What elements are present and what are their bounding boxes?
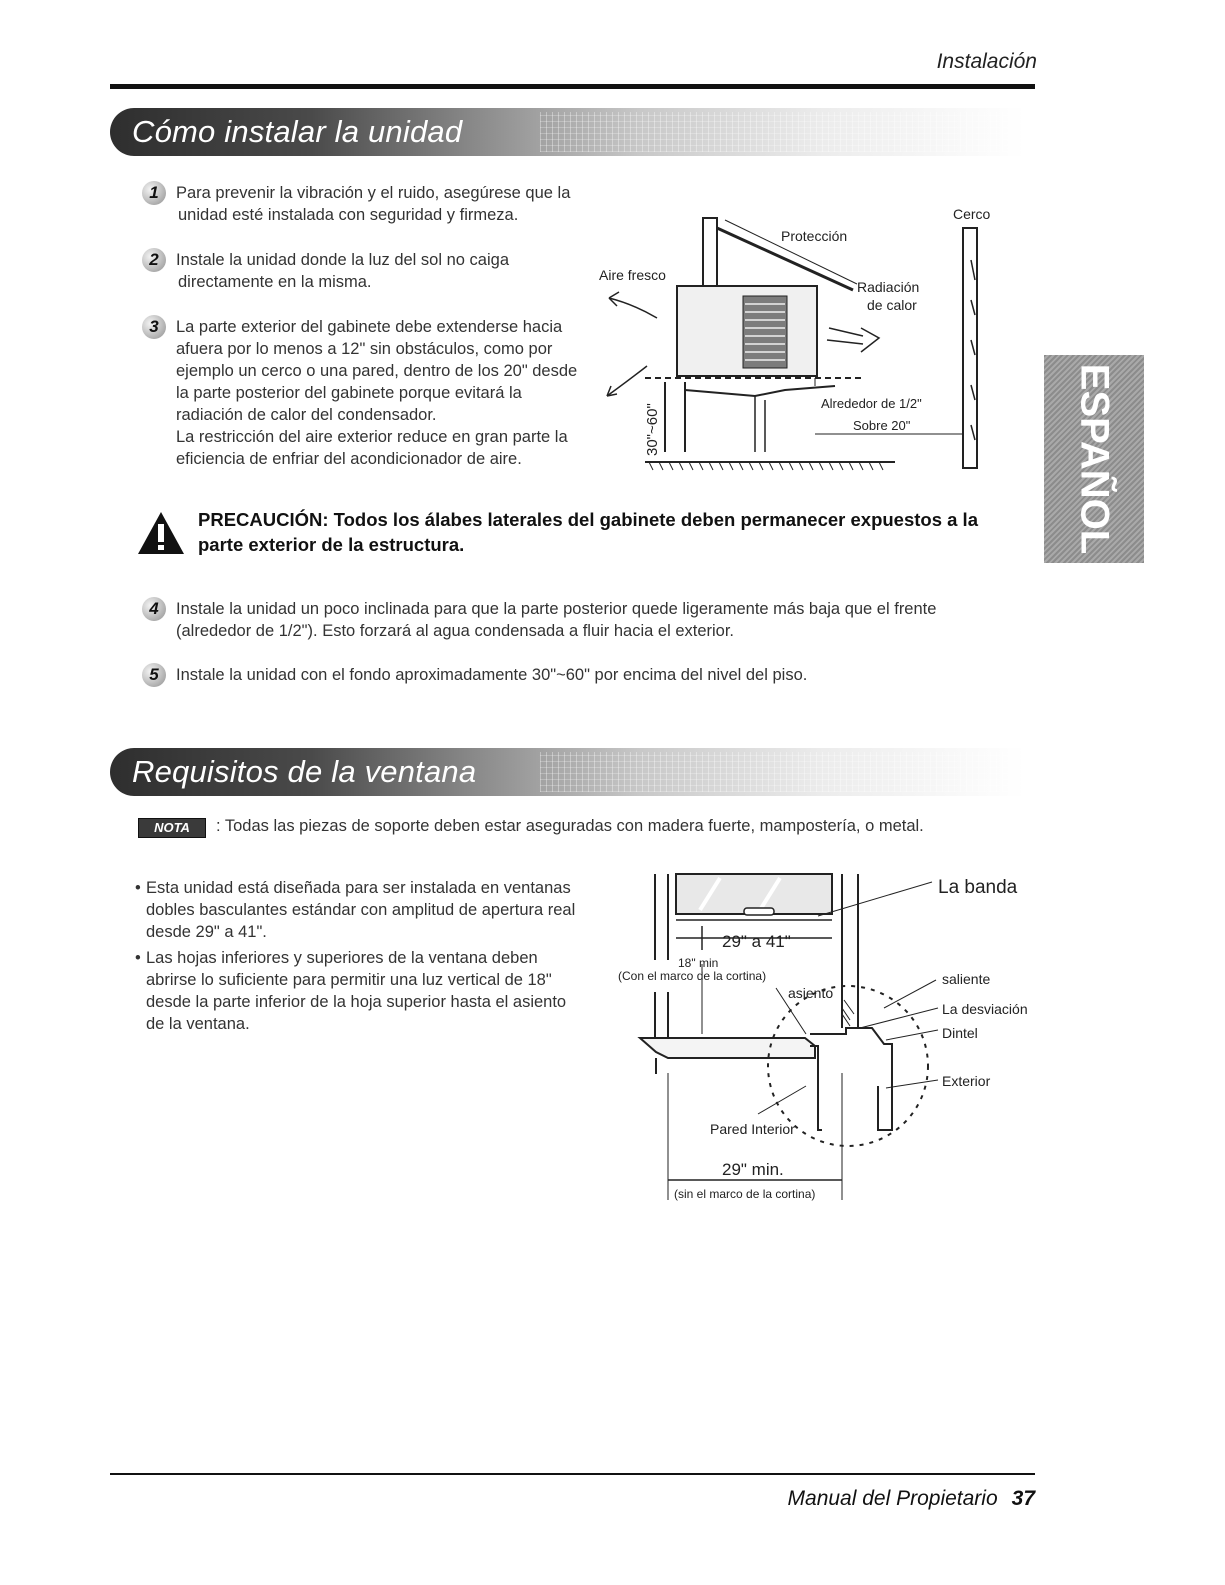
list-item bbox=[135, 947, 605, 1035]
warning-icon bbox=[136, 510, 186, 556]
label-interior-wall: Pared Interior bbox=[710, 1121, 795, 1137]
step-line: la parte posterior del gabinete porque evitará la bbox=[176, 384, 522, 402]
label-heat-radiation: Radiación bbox=[857, 279, 920, 295]
header-section-title: Instalación bbox=[936, 50, 1037, 73]
label-heat-radiation-2: de calor bbox=[867, 297, 917, 313]
label-height-range: 30"~60" bbox=[644, 403, 661, 456]
header-rule bbox=[110, 84, 1035, 89]
step-number-badge: 5 bbox=[142, 663, 166, 687]
label-seat: asiento bbox=[788, 985, 834, 1001]
page-number: 37 bbox=[1011, 1487, 1035, 1510]
section-title: Requisitos de la ventana bbox=[132, 754, 477, 789]
step-line: Instale la unidad donde la luz del sol no caiga bbox=[176, 251, 509, 269]
label-min-18: 18" min bbox=[678, 956, 719, 970]
label-min-29: 29" min. bbox=[722, 1160, 784, 1179]
footer bbox=[788, 1487, 1035, 1511]
label-lintel: Dintel bbox=[942, 1025, 978, 1041]
label-protection: Protección bbox=[781, 228, 848, 244]
label-with-frame: (Con el marco de la cortina) bbox=[618, 969, 767, 983]
list-item-line: • Las hojas inferiores y superiores de la ventana deben bbox=[146, 949, 538, 967]
list-item bbox=[135, 877, 605, 943]
label-exterior: Exterior bbox=[942, 1073, 991, 1089]
installation-diagram bbox=[595, 200, 1005, 480]
step-1 bbox=[149, 182, 596, 226]
list-item-line: desde la parte inferior de la hoja superior hasta el asiento bbox=[146, 993, 567, 1011]
step-3 bbox=[149, 316, 606, 470]
label-fence: Cerco bbox=[953, 206, 991, 222]
step-line: unidad esté instalada con seguridad y firmeza. bbox=[178, 206, 519, 224]
list-item-line: de la ventana. bbox=[146, 1015, 250, 1033]
language-tab bbox=[1044, 355, 1144, 563]
label-width-range: 29" a 41" bbox=[722, 932, 791, 951]
caution-line: PRECAUCIÓN: Todos los álabes laterales del gabinete deben permanecer expuestos a la bbox=[198, 509, 978, 530]
step-line: (alrededor de 1/2"). Esto forzará al agua condensada a fluir hacia el exterior. bbox=[176, 622, 735, 640]
step-line: eficiencia de enfriar del acondicionador de aire. bbox=[176, 450, 522, 468]
list-item-line: dobles basculantes estándar con amplitud de apertura real bbox=[146, 901, 576, 919]
banner-pattern bbox=[540, 752, 1020, 792]
step-4 bbox=[149, 598, 1026, 642]
section-banner-install bbox=[110, 108, 1025, 156]
step-line: directamente en la misma. bbox=[178, 273, 372, 291]
step-line: radiación de calor del condensador. bbox=[176, 406, 437, 424]
label-clearance: Sobre 20" bbox=[853, 418, 911, 433]
list-item-line: • Esta unidad está diseñada para ser instalada en ventanas bbox=[146, 879, 571, 897]
caution-line: parte exterior de la estructura. bbox=[198, 534, 465, 555]
footer-rule bbox=[110, 1473, 1035, 1475]
caution-text bbox=[198, 507, 1018, 557]
step-number-badge: 3 bbox=[142, 315, 166, 339]
label-without-frame: (sin el marco de la cortina) bbox=[674, 1187, 816, 1201]
step-number-badge: 1 bbox=[142, 181, 166, 205]
step-number-badge: 4 bbox=[142, 597, 166, 621]
section-banner-window bbox=[110, 748, 1025, 796]
step-line: Instale la unidad con el fondo aproximadamente 30"~60" por encima del nivel del piso. bbox=[176, 666, 808, 684]
step-line: La parte exterior del gabinete debe extenderse hacia bbox=[176, 318, 563, 336]
step-line: afuera por lo menos a 12" sin obstáculos, como por bbox=[176, 340, 553, 358]
list-item-line: desde 29" a 41". bbox=[146, 923, 267, 941]
window-diagram bbox=[610, 868, 1030, 1213]
step-line: La restricción del aire exterior reduce en gran parte la bbox=[176, 428, 568, 446]
label-protrusion: saliente bbox=[942, 971, 991, 987]
label-deviation: La desviación bbox=[942, 1001, 1028, 1017]
label-fresh-air: Aire fresco bbox=[599, 267, 666, 283]
step-number-badge: 2 bbox=[142, 248, 166, 272]
footer-manual-title: Manual del Propietario bbox=[787, 1487, 998, 1510]
note-text: : Todas las piezas de soporte deben estar aseguradas con madera fuerte, mampostería, o metal. bbox=[216, 817, 924, 835]
label-band: La banda bbox=[938, 877, 1018, 898]
step-line: Instale la unidad un poco inclinada para que la parte posterior quede ligeramente más baja que el frente bbox=[176, 600, 937, 618]
section-title: Cómo instalar la unidad bbox=[132, 114, 463, 149]
step-2 bbox=[149, 249, 596, 293]
list-item-line: abrirse lo suficiente para permitir una luz vertical de 18" bbox=[146, 971, 552, 989]
step-line: Para prevenir la vibración y el ruido, asegúrese que la bbox=[176, 184, 571, 202]
banner-pattern bbox=[540, 112, 1020, 152]
label-tilt: Alrededor de 1/2" bbox=[821, 396, 922, 411]
note-badge: NOTA bbox=[138, 818, 206, 838]
language-tab-label: ESPAÑOL bbox=[1072, 363, 1117, 555]
step-line: ejemplo un cerco o una pared, dentro de los 20" desde bbox=[176, 362, 578, 380]
step-5 bbox=[149, 664, 1026, 686]
window-requirements-list bbox=[135, 877, 605, 1039]
